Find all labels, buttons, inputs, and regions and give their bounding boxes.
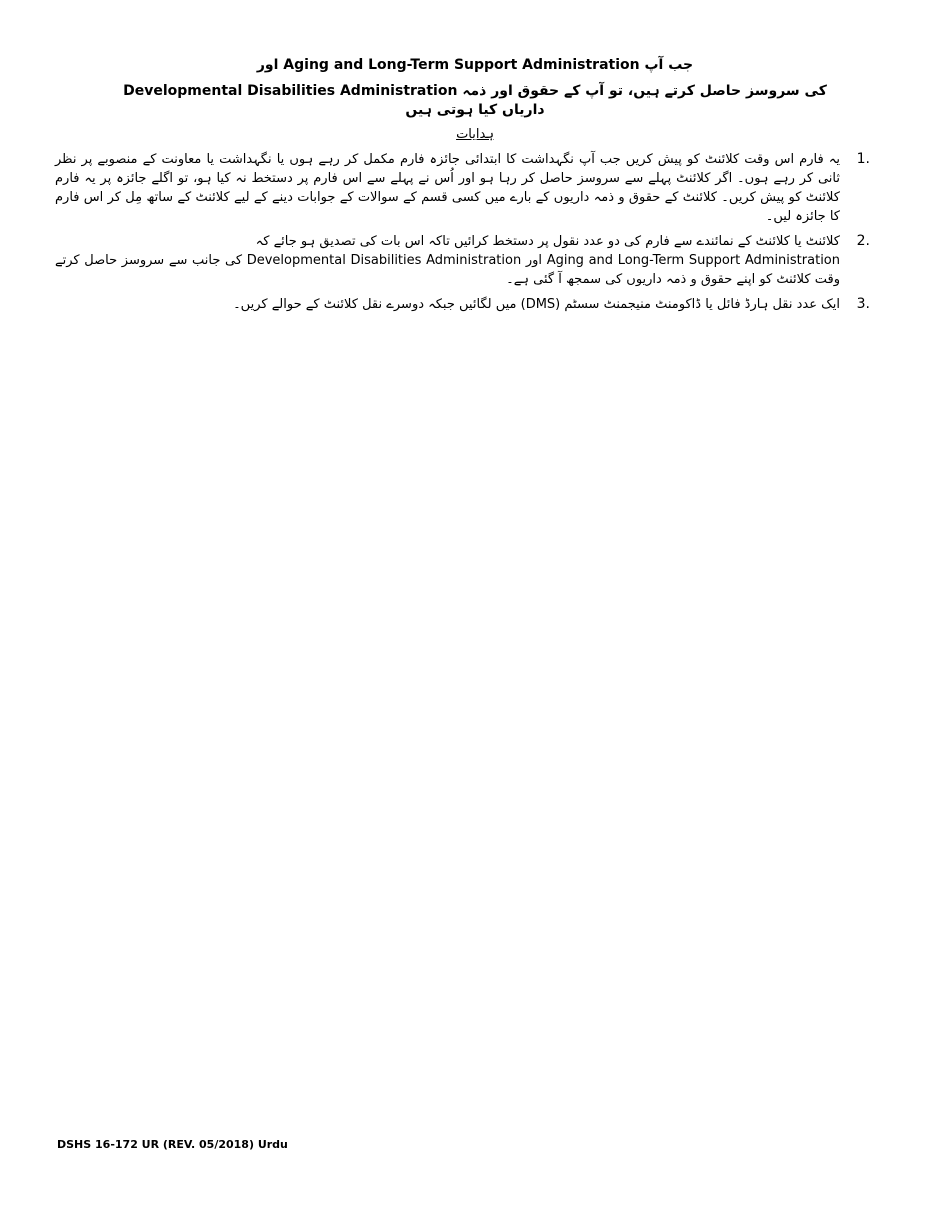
list-item <box>55 232 870 289</box>
list-item-number: 2. <box>856 233 870 249</box>
instructions-heading: ہدایات <box>456 127 494 142</box>
document-title-line-2: Developmental Disabilities Administration کی سروسز حاصل کرتے ہیں، تو آپ کے حقوق اور ذمہ <box>123 83 827 99</box>
instructions-list <box>55 150 870 320</box>
list-item-text: یہ فارم اس وقت کلائنٹ کو پیش کریں جب آپ نگہداشت کا ابتدائی جائزہ فارم مکمل کر رہے ہوں یا نگہداشت یا معاونت کے منصوبے پر نظر ثانی کر رہے ہوں۔ اگر کلائنٹ پہلے سے سروسز حاصل کر رہا ہو اور اُس نے پہلے سے اس فارم پر دستخط نہ کیا ہو، تو اگلے جائزہ پر یہ فارم کلائنٹ کو پیش کریں۔ کلائنٹ کے حقوق و ذمہ داریوں کے بارے میں کسی قسم کے سوالات کے جوابات دینے کے لیے کلائنٹ کے ساتھ مِل کر اس فارم کا جائزہ لیں۔ <box>55 152 840 224</box>
list-item-number: 1. <box>856 151 870 167</box>
form-number-footer: DSHS 16-172 UR (REV. 05/2018) Urdu <box>57 1138 288 1151</box>
document-title-line-3: داریاں کیا ہوتی ہیں <box>405 102 545 118</box>
list-item <box>55 295 870 314</box>
list-item-text: ایک عدد نقل ہارڈ فائل یا ڈاکومنٹ منیجمنٹ سسٹم (DMS) میں لگائیں جبکہ دوسرے نقل کلائنٹ کے حوالے کریں۔ <box>233 297 840 312</box>
document-title-line-1: جب آپ Aging and Long-Term Support Administration اور <box>256 57 694 73</box>
list-item <box>55 150 870 226</box>
list-item-number: 3. <box>856 296 870 312</box>
list-item-text: کلائنٹ یا کلائنٹ کے نمائندے سے فارم کی دو عدد نقول پر دستخط کرائیں تاکہ اس بات کی تصدیق ہو جائے کہ <box>255 234 840 249</box>
list-item-text-continued: Aging and Long-Term Support Administration اور Developmental Disabilities Administration کی جانب سے سروسز حاصل کرتے وقت کلائنٹ کو اپنے حقوق و ذمہ داریوں کی سمجھ آ گئی ہے۔ <box>55 253 840 287</box>
